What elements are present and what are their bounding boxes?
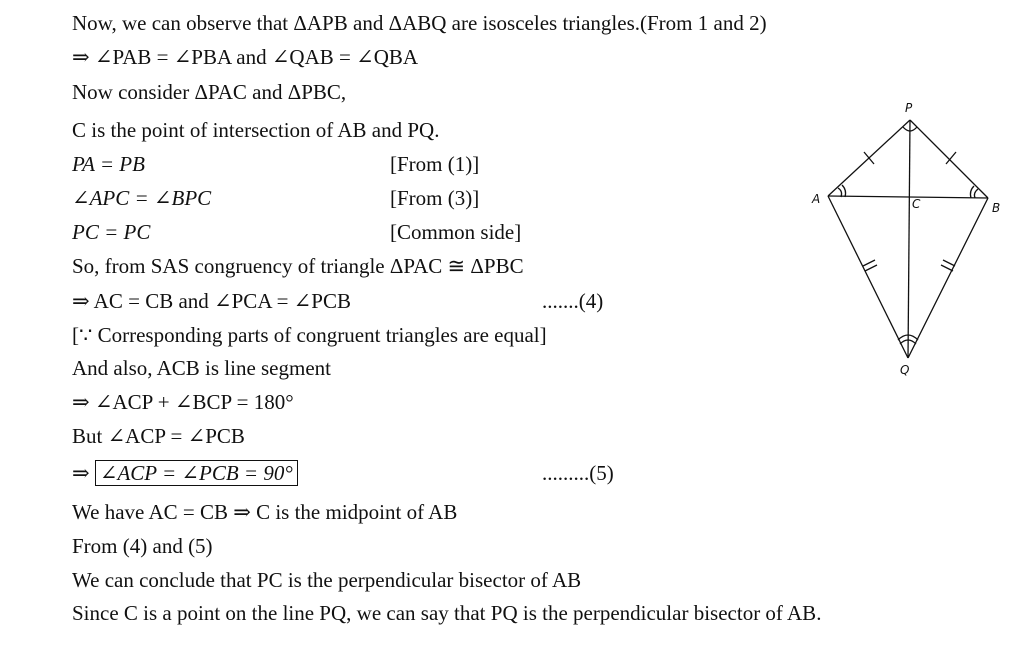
line-11: And also, ACB is line segment: [72, 356, 331, 380]
line-17: We can conclude that PC is the perpendicular bisector of AB: [72, 568, 582, 592]
line-6: [72, 185, 480, 211]
line-18: Since C is a point on the line PQ, we can say that PQ is the perpendicular bisector of AB.: [72, 601, 822, 625]
tick-bq-1: [943, 260, 955, 266]
tick-aq-1: [863, 260, 875, 266]
tick-bq-2: [941, 265, 953, 271]
line-15: We have AC = CB ⇒ C is the midpoint of AB: [72, 500, 458, 524]
kite-diagram: [800, 98, 1015, 383]
tick-pa: [864, 152, 874, 164]
segment-pq: [908, 120, 910, 358]
segment-bq: [908, 198, 988, 358]
line-5: [72, 151, 480, 177]
label-p: P: [905, 101, 913, 115]
segment-ab: [828, 196, 988, 198]
equation-ref: .........(5): [542, 461, 614, 485]
implies-sign: ⇒: [72, 461, 90, 485]
line-14: [72, 460, 614, 486]
statement: PA = PB: [72, 152, 145, 176]
line-4: C is the point of intersection of AB and PQ.: [72, 118, 440, 142]
line-10: [∵ Corresponding parts of congruent triangles are equal]: [72, 323, 547, 347]
angle-b-1: [974, 189, 978, 198]
line-8: So, from SAS congruency of triangle ΔPAC ≅ ΔPBC: [72, 254, 524, 278]
line-16: From (4) and (5): [72, 534, 213, 558]
label-a: A: [812, 192, 821, 206]
segment-aq: [828, 196, 908, 358]
statement: ∠APC = ∠BPC: [72, 186, 212, 210]
line-3: Now consider ΔPAC and ΔPBC,: [72, 80, 347, 104]
line-2: ⇒ ∠PAB = ∠PBA and ∠QAB = ∠QBA: [72, 45, 419, 69]
angle-a-2: [842, 185, 846, 197]
label-q: Q: [900, 363, 910, 377]
reason: [From (3)]: [390, 186, 480, 210]
segment-pb: [910, 120, 988, 198]
statement: ⇒ AC = CB and ∠PCA = ∠PCB: [72, 289, 351, 313]
statement: PC = PC: [72, 220, 151, 244]
line-9: [72, 288, 604, 314]
line-1: Now, we can observe that ΔAPB and ΔABQ are isosceles triangles.(From 1 and 2): [72, 11, 767, 35]
label-b: B: [992, 201, 1001, 215]
tick-aq-2: [865, 265, 877, 271]
line-12: ⇒ ∠ACP + ∠BCP = 180°: [72, 390, 294, 414]
equation-ref: .......(4): [542, 289, 604, 313]
reason: [From (1)]: [390, 152, 480, 176]
boxed-result: ∠ACP = ∠PCB = 90°: [95, 460, 298, 486]
line-7: [72, 219, 522, 245]
angle-b-2: [970, 186, 974, 198]
label-c: C: [912, 197, 921, 211]
line-13: But ∠ACP = ∠PCB: [72, 424, 245, 448]
reason: [Common side]: [390, 220, 522, 244]
